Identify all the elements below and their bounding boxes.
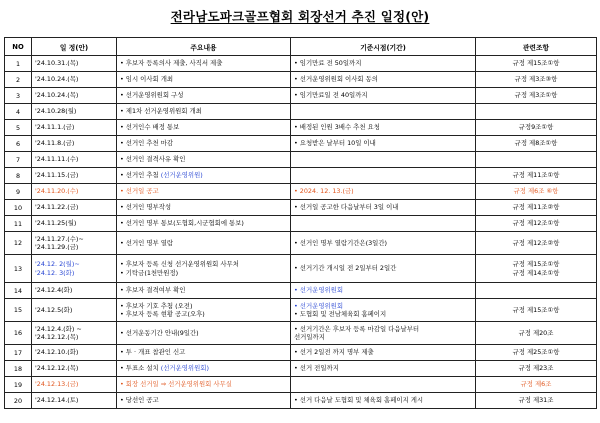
- row-date-line: '24.10.31.(목): [35, 59, 79, 68]
- row-date: [32, 361, 117, 377]
- row-deadline: [291, 200, 476, 216]
- row-deadline-line: 선거일까지: [294, 333, 325, 341]
- row-law: [476, 361, 597, 377]
- row-deadline-line: • 선거일 공고한 다음날부터 3일 이내: [294, 203, 399, 212]
- row-law-line: 규정 제23조: [518, 364, 554, 373]
- row-content: [117, 299, 291, 322]
- row-deadline-line: • 임기만료일 전 40일까지: [294, 91, 368, 100]
- row-deadline-line: • 선거기간 개시일 전 2일부터 2일간: [294, 264, 397, 273]
- row-date: [32, 72, 117, 88]
- table-row: [5, 184, 597, 200]
- row-law: [476, 283, 597, 299]
- row-content-highlight: (선거운영위원): [160, 171, 203, 180]
- row-date-line: '24.12.10.(화): [35, 348, 79, 357]
- row-law: [476, 393, 597, 409]
- table-row: [5, 104, 597, 120]
- row-law: [476, 322, 597, 345]
- table-row: [5, 216, 597, 232]
- row-date-line: '24.11.29.(금): [35, 243, 79, 251]
- header-date: 일 정(안): [32, 38, 117, 56]
- row-date: [32, 120, 117, 136]
- row-law-line: 규정 제25조①항: [512, 348, 560, 357]
- row-law-line: 규정 제6조 ⑥항: [513, 187, 559, 196]
- table-row: [5, 168, 597, 184]
- row-deadline-line: • 선거 2일전 까지 명부 제출: [294, 348, 374, 357]
- row-law-line: 규정 제6조: [520, 380, 552, 389]
- row-deadline-line: • 임기만료 전 50일까지: [294, 59, 362, 68]
- row-law-line: 규정 제3조③항: [514, 75, 558, 84]
- row-date-line: '24.11.25(월): [35, 219, 77, 228]
- row-deadline: [291, 283, 476, 299]
- row-law: [476, 255, 597, 283]
- row-number: 3: [5, 88, 32, 104]
- row-deadline-line: • 선거 다음날 도협회 및 체육회 홈페이지 게시: [294, 396, 424, 405]
- row-date-line: '24.11.22.(금): [35, 203, 79, 212]
- row-number: 20: [5, 393, 32, 409]
- row-content: [117, 152, 291, 168]
- row-law-line: 규정 제15조①항: [512, 305, 560, 314]
- row-deadline: [291, 377, 476, 393]
- row-content-line: • 후보자 등록의사 제출, 사직서 제출: [120, 59, 223, 68]
- table-row: [5, 322, 597, 345]
- row-deadline-line: • 도협회 및 전남체육회 홈페이지: [294, 310, 387, 318]
- row-deadline: [291, 184, 476, 200]
- row-deadline-line: • 선거인 명부 열람기간은(3일간): [294, 238, 387, 247]
- row-date-line: '24.12.4(화): [35, 286, 73, 295]
- row-content: [117, 322, 291, 345]
- table-row: [5, 152, 597, 168]
- row-content: [117, 232, 291, 255]
- row-number: 10: [5, 200, 32, 216]
- row-deadline: [291, 216, 476, 232]
- row-number: 15: [5, 299, 32, 322]
- table-row: [5, 232, 597, 255]
- row-law: [476, 120, 597, 136]
- row-number: 5: [5, 120, 32, 136]
- row-content-line: • 선거운영위원회 구성: [120, 91, 184, 100]
- row-law: [476, 216, 597, 232]
- row-number: 6: [5, 136, 32, 152]
- row-deadline-line: • 요청받은 날부터 10일 이내: [294, 139, 376, 148]
- row-date: [32, 184, 117, 200]
- row-deadline: [291, 361, 476, 377]
- row-date: [32, 168, 117, 184]
- row-law-line: 규정9조①항: [518, 123, 554, 132]
- row-deadline: [291, 232, 476, 255]
- row-date: [32, 232, 117, 255]
- row-content: [117, 88, 291, 104]
- row-number: 2: [5, 72, 32, 88]
- row-content: [117, 361, 291, 377]
- row-content-line: • 선거인 명부 통보(도협회,시군협회에 통보): [120, 219, 244, 228]
- row-content: [117, 377, 291, 393]
- title-text: 전라남도파크골프협회 회장선거 추진 일정(안): [170, 9, 430, 24]
- row-date: [32, 345, 117, 361]
- header-law: 관련조항: [476, 38, 597, 56]
- row-law-line: 규정 제12조①항: [512, 219, 560, 228]
- row-deadline-line: • 선거운영위원회: [294, 301, 344, 310]
- row-deadline: [291, 255, 476, 283]
- row-content: [117, 184, 291, 200]
- row-date: [32, 299, 117, 322]
- row-date-line: '24.11.27.(수)~: [35, 234, 84, 243]
- row-number: 4: [5, 104, 32, 120]
- row-content-line: • 선거인 명부작성: [120, 203, 172, 212]
- row-number: 8: [5, 168, 32, 184]
- row-content: [117, 283, 291, 299]
- row-law: [476, 168, 597, 184]
- document-title: [0, 6, 600, 28]
- row-law: [476, 88, 597, 104]
- row-date: [32, 377, 117, 393]
- row-number: 12: [5, 232, 32, 255]
- row-law: [476, 152, 597, 168]
- row-content-line: • 투 · 개표 참관인 신고: [120, 348, 186, 357]
- row-law: [476, 184, 597, 200]
- row-content-line: • 후보자 등록 신청 선거운영위원회 사무처: [120, 260, 239, 269]
- row-date: [32, 255, 117, 283]
- row-date: [32, 393, 117, 409]
- row-law: [476, 104, 597, 120]
- row-content-line: • 제1차 선거운영위원회 개최: [120, 107, 202, 116]
- row-date-line: '24.12.4.(화) ~: [35, 324, 82, 333]
- header-deadline: 기준시점(기간): [291, 38, 476, 56]
- row-content: [117, 200, 291, 216]
- table-row: [5, 120, 597, 136]
- row-date-line: '24.12. 2(월)~: [35, 260, 80, 269]
- table-row: [5, 283, 597, 299]
- row-number: 14: [5, 283, 32, 299]
- row-content-highlight: (선거운영위원회): [160, 364, 209, 373]
- row-deadline-line: • 선거운영위원회 이사회 동의: [294, 75, 378, 84]
- table-row: [5, 56, 597, 72]
- row-deadline: [291, 104, 476, 120]
- row-content-line: • 선거운동기간 안내(9일간): [120, 328, 199, 337]
- row-date-line: '24.11.1.(금): [35, 123, 75, 132]
- row-content-line: • 선거인수 배정 통보: [120, 123, 180, 132]
- row-date-line: '24.11.20.(수): [35, 187, 79, 196]
- row-law-line: 규정 제14조①항: [512, 268, 560, 277]
- row-date-line: '24.12.12.(목): [35, 364, 79, 373]
- row-content-line: • 당선인 공고: [120, 396, 159, 405]
- table-row: [5, 136, 597, 152]
- header-no: NO: [5, 38, 32, 56]
- row-law-line: 규정 제11조②항: [512, 203, 560, 212]
- table-row: [5, 299, 597, 322]
- row-content-line: • 회장 선거일 ⇒ 선거운영위원회 사무실: [120, 380, 232, 389]
- table-row: [5, 200, 597, 216]
- row-deadline: [291, 152, 476, 168]
- row-date: [32, 136, 117, 152]
- table-row: [5, 72, 597, 88]
- row-content-line: • 선거인 추첨 (선거운영위원): [120, 171, 203, 180]
- row-date: [32, 322, 117, 345]
- row-law-line: 규정 제31조: [518, 396, 554, 405]
- table-row: [5, 88, 597, 104]
- row-law: [476, 72, 597, 88]
- table-row: [5, 255, 597, 283]
- row-date-line: '24.10.24.(목): [35, 75, 79, 84]
- row-deadline-line: • 선거 전일까지: [294, 364, 339, 373]
- row-number: 17: [5, 345, 32, 361]
- row-date-line: '24.12.13.(금): [35, 380, 79, 389]
- row-number: 9: [5, 184, 32, 200]
- row-deadline: [291, 393, 476, 409]
- row-number: 16: [5, 322, 32, 345]
- row-date-line: '24.12.14.(토): [35, 396, 79, 405]
- row-law: [476, 56, 597, 72]
- row-number: 1: [5, 56, 32, 72]
- row-deadline: [291, 72, 476, 88]
- row-content-line: • 선거인 추천 마감: [120, 139, 174, 148]
- row-law-line: 규정 제20조: [518, 328, 554, 337]
- row-content-line: • 선거인 결격사유 확인: [120, 155, 186, 164]
- row-content: [117, 136, 291, 152]
- row-date: [32, 216, 117, 232]
- row-content: [117, 72, 291, 88]
- table-header-row: [5, 38, 597, 56]
- row-content-line: • 선거일 공고: [120, 187, 159, 196]
- row-deadline: [291, 168, 476, 184]
- row-content-line: • 투표소 설치 (선거운영위원회): [120, 364, 209, 373]
- row-law: [476, 345, 597, 361]
- row-deadline: [291, 322, 476, 345]
- row-deadline-line: • 선거기간은 후보자 등록 마감일 다음날부터: [294, 324, 420, 333]
- row-date-line: '24.12. 3(화): [35, 268, 75, 277]
- row-law-line: 규정 제12조②항: [512, 238, 560, 247]
- row-date-line: '24.10.24.(목): [35, 91, 79, 100]
- row-date: [32, 283, 117, 299]
- row-date: [32, 104, 117, 120]
- row-content-line: • 후보자 등록 현황 공고(오후): [120, 310, 205, 318]
- row-number: 11: [5, 216, 32, 232]
- row-content: [117, 216, 291, 232]
- row-deadline-line: • 2024. 12. 13.(금): [294, 187, 354, 196]
- row-deadline: [291, 136, 476, 152]
- row-number: 19: [5, 377, 32, 393]
- schedule-rows: [5, 56, 597, 409]
- schedule-table: [4, 37, 597, 409]
- row-law-line: 규정 제3조①항: [514, 91, 558, 100]
- row-law: [476, 377, 597, 393]
- row-content-line: • 후보자 기호 추첨 (오전): [120, 301, 193, 310]
- row-content: [117, 104, 291, 120]
- row-date-line: '24.11.8.(금): [35, 139, 75, 148]
- row-content-line: • 선거인 명부 열람: [120, 238, 174, 247]
- row-deadline-line: • 배정된 인원 3배수 추천 요청: [294, 123, 380, 132]
- row-date: [32, 152, 117, 168]
- row-content: [117, 168, 291, 184]
- row-date: [32, 200, 117, 216]
- row-law-line: 규정 제15조①항: [512, 59, 560, 68]
- row-content: [117, 255, 291, 283]
- header-content: 주요내용: [117, 38, 291, 56]
- row-deadline-line: • 선거운영위원회: [294, 286, 344, 295]
- row-content: [117, 120, 291, 136]
- row-date-line: '24.11.15.(금): [35, 171, 79, 180]
- row-date-line: '24.10.28(월): [35, 107, 77, 116]
- row-content-line: • 임시 이사회 개최: [120, 75, 174, 84]
- row-deadline: [291, 120, 476, 136]
- row-date-line: '24.12.5(화): [35, 305, 73, 314]
- row-law: [476, 136, 597, 152]
- table-row: [5, 377, 597, 393]
- row-number: 7: [5, 152, 32, 168]
- row-law-line: 규정 제8조①항: [514, 139, 558, 148]
- row-law: [476, 299, 597, 322]
- table-row: [5, 345, 597, 361]
- row-deadline: [291, 299, 476, 322]
- row-number: 13: [5, 255, 32, 283]
- row-law: [476, 232, 597, 255]
- row-content: [117, 56, 291, 72]
- row-content-line: • 기탁금(1천만원정): [120, 268, 179, 277]
- row-deadline: [291, 88, 476, 104]
- row-date: [32, 88, 117, 104]
- row-law-line: 규정 제11조①항: [512, 171, 560, 180]
- row-content-line: • 후보자 결격여부 확인: [120, 286, 186, 295]
- row-law: [476, 200, 597, 216]
- row-number: 18: [5, 361, 32, 377]
- row-date-line: '24.11.11.(수): [35, 155, 79, 164]
- row-deadline: [291, 345, 476, 361]
- table-row: [5, 361, 597, 377]
- row-content: [117, 393, 291, 409]
- row-date-line: '24.12.12.(목): [35, 333, 79, 341]
- table-row: [5, 393, 597, 409]
- row-deadline: [291, 56, 476, 72]
- row-law-line: 규정 제15조①항: [512, 260, 560, 269]
- row-date: [32, 56, 117, 72]
- row-content: [117, 345, 291, 361]
